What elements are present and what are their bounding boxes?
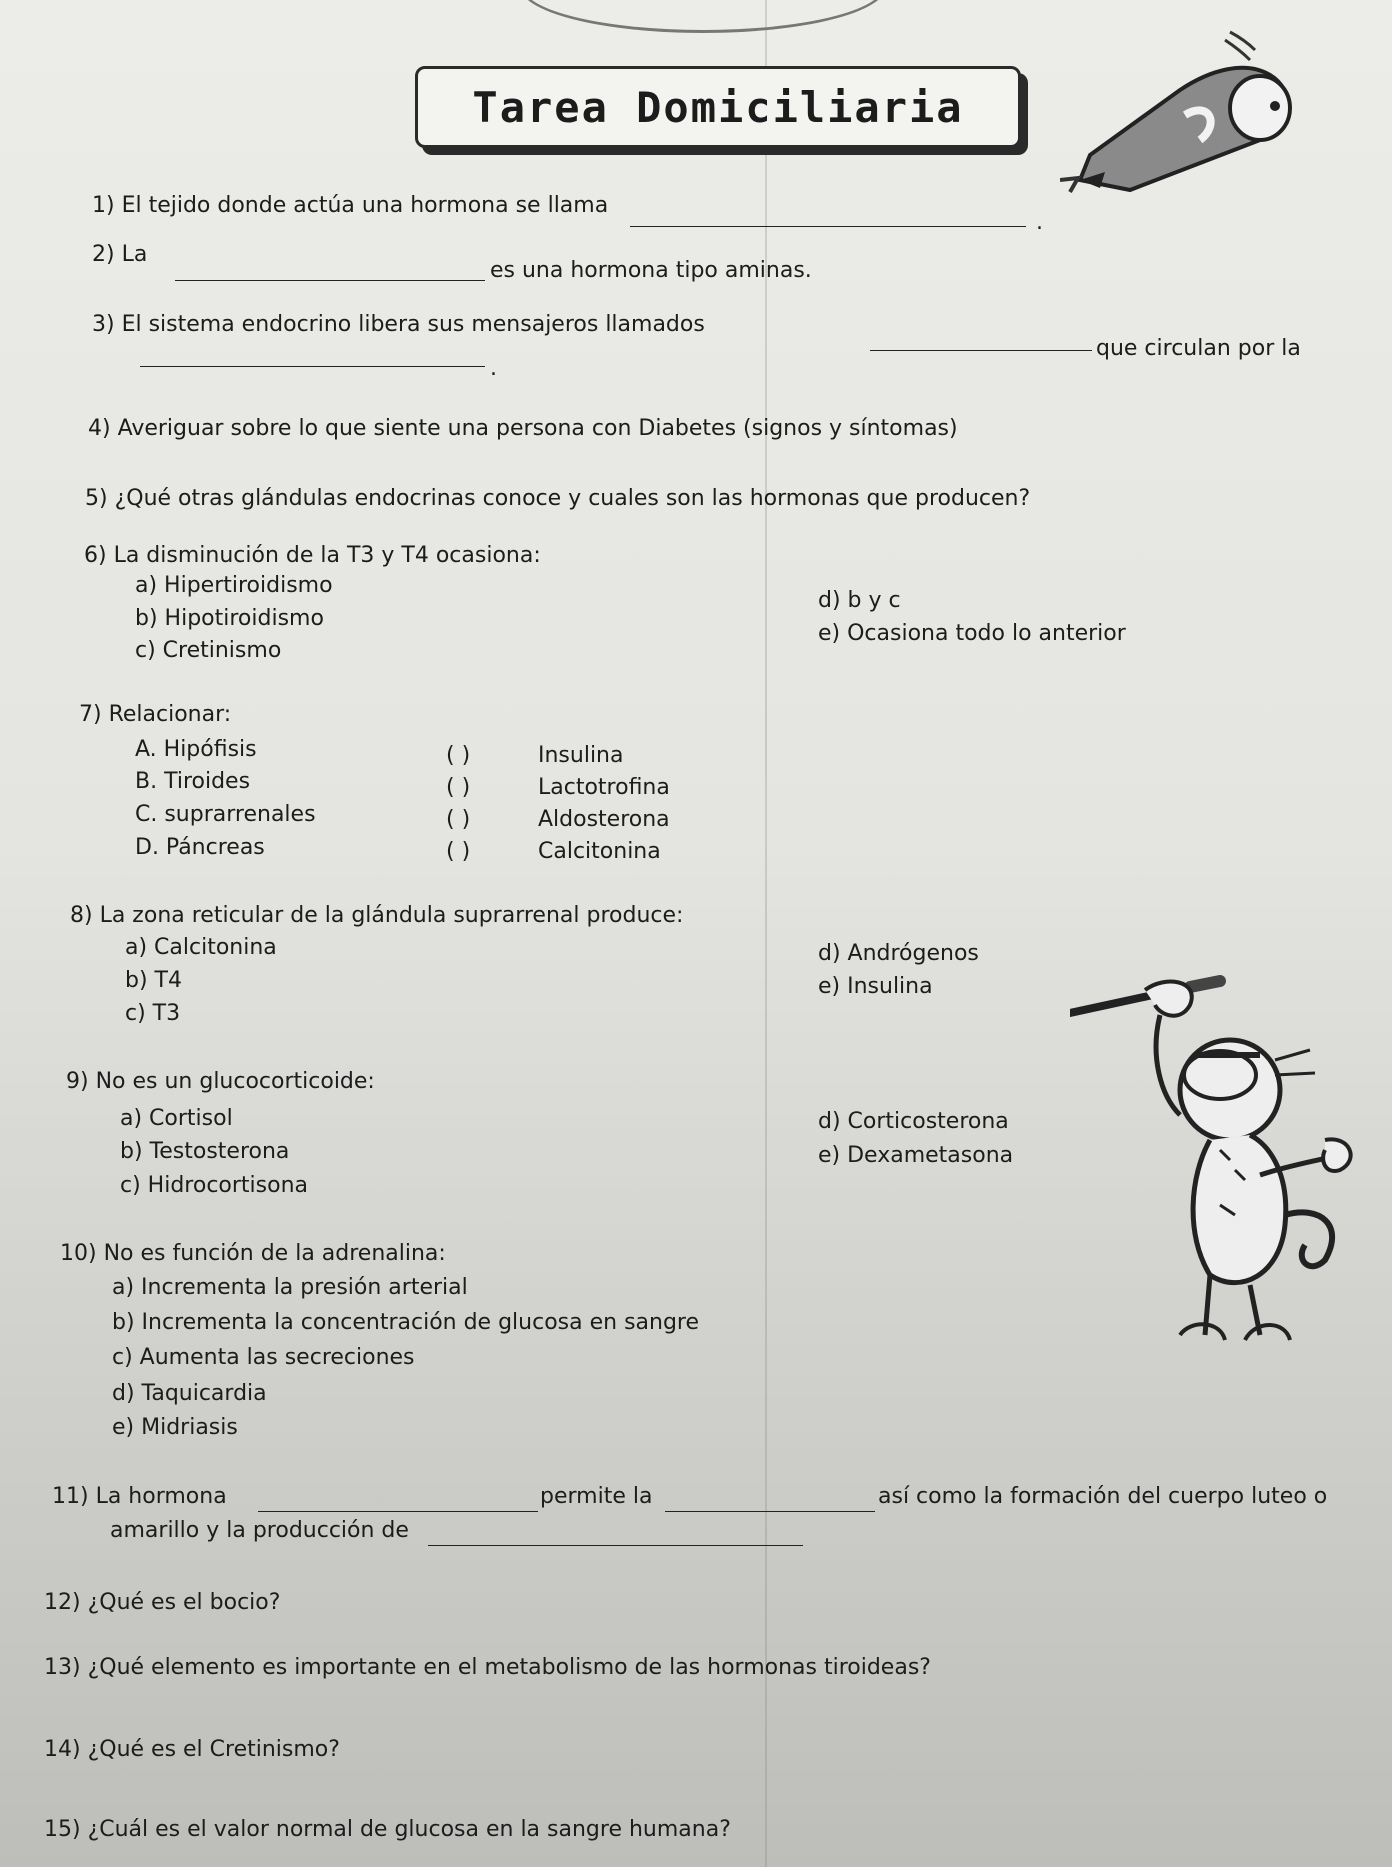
- q10-option-d[interactable]: d) Taquicardia: [112, 1381, 267, 1406]
- question-8: 8) La zona reticular de la glándula suprarrenal produce:: [70, 903, 684, 928]
- q7-paren-2[interactable]: ( ): [446, 775, 471, 800]
- q8-option-d[interactable]: d) Andrógenos: [818, 941, 979, 966]
- q8-option-a[interactable]: a) Calcitonina: [125, 935, 277, 960]
- question-1: 1) El tejido donde actúa una hormona se llama: [92, 193, 609, 218]
- q7-left-a: A. Hipófisis: [135, 737, 257, 762]
- q6-option-a[interactable]: a) Hipertiroidismo: [135, 573, 333, 598]
- question-5: 5) ¿Qué otras glándulas endocrinas conoce y cuales son las hormonas que producen?: [85, 486, 1031, 511]
- page-title: Tarea Domiciliaria: [415, 66, 1021, 148]
- answer-blank-3a[interactable]: [870, 350, 1092, 351]
- q9-option-a[interactable]: a) Cortisol: [120, 1106, 233, 1131]
- q9-option-e[interactable]: e) Dexametasona: [818, 1143, 1014, 1168]
- q8-option-c[interactable]: c) T3: [125, 1001, 181, 1026]
- question-3: 3) El sistema endocrino libera sus mensajeros llamados: [92, 312, 705, 337]
- question-11-part-c: así como la formación del cuerpo luteo o: [878, 1484, 1328, 1509]
- question-6: 6) La disminución de la T3 y T4 ocasiona:: [84, 543, 541, 568]
- q6-option-d[interactable]: d) b y c: [818, 588, 901, 613]
- pencil-illustration: [1060, 30, 1310, 220]
- q7-paren-3[interactable]: ( ): [446, 807, 471, 832]
- question-13: 13) ¿Qué elemento es importante en el metabolismo de las hormonas tiroideas?: [44, 1655, 931, 1680]
- q3-end: .: [490, 356, 497, 381]
- q7-left-c: C. suprarrenales: [135, 802, 316, 827]
- q7-left-d: D. Páncreas: [135, 835, 265, 860]
- question-15: 15) ¿Cuál es el valor normal de glucosa en la sangre humana?: [44, 1817, 731, 1842]
- q10-option-e[interactable]: e) Midriasis: [112, 1415, 238, 1440]
- question-11: 11) La hormona: [52, 1484, 227, 1509]
- q7-right-1: Insulina: [538, 743, 624, 768]
- q7-right-4: Calcitonina: [538, 839, 661, 864]
- question-11-part-b: permite la: [540, 1484, 653, 1509]
- q7-paren-4[interactable]: ( ): [446, 839, 471, 864]
- q7-right-2: Lactotrofina: [538, 775, 670, 800]
- answer-blank-11a[interactable]: [258, 1511, 538, 1512]
- q6-option-e[interactable]: e) Ocasiona todo lo anterior: [818, 621, 1126, 646]
- q1-end: .: [1036, 210, 1043, 235]
- question-2: 2) La: [92, 242, 148, 267]
- q9-option-b[interactable]: b) Testosterona: [120, 1139, 290, 1164]
- question-2-rest: es una hormona tipo aminas.: [490, 258, 812, 283]
- q6-option-b[interactable]: b) Hipotiroidismo: [135, 606, 324, 631]
- q10-option-a[interactable]: a) Incrementa la presión arterial: [112, 1275, 468, 1300]
- answer-blank-11c[interactable]: [428, 1545, 803, 1546]
- q10-option-b[interactable]: b) Incrementa la concentración de glucosa en sangre: [112, 1310, 700, 1335]
- question-7: 7) Relacionar:: [79, 702, 232, 727]
- q9-option-c[interactable]: c) Hidrocortisona: [120, 1173, 308, 1198]
- question-12: 12) ¿Qué es el bocio?: [44, 1590, 281, 1615]
- cat-cartoon-illustration: [1070, 975, 1360, 1375]
- q6-option-c[interactable]: c) Cretinismo: [135, 638, 282, 663]
- question-11-part-d: amarillo y la producción de: [110, 1518, 409, 1543]
- question-3-rest: que circulan por la: [1096, 336, 1301, 361]
- answer-blank-11b[interactable]: [665, 1511, 875, 1512]
- q7-paren-1[interactable]: ( ): [446, 743, 471, 768]
- answer-blank-2[interactable]: [175, 280, 485, 281]
- question-4: 4) Averiguar sobre lo que siente una persona con Diabetes (signos y síntomas): [88, 416, 958, 441]
- answer-blank-3b[interactable]: [140, 366, 485, 367]
- question-9: 9) No es un glucocorticoide:: [66, 1069, 375, 1094]
- answer-blank-1[interactable]: [630, 226, 1026, 227]
- q9-option-d[interactable]: d) Corticosterona: [818, 1109, 1009, 1134]
- q7-right-3: Aldosterona: [538, 807, 670, 832]
- question-10: 10) No es función de la adrenalina:: [60, 1241, 446, 1266]
- q10-option-c[interactable]: c) Aumenta las secreciones: [112, 1345, 415, 1370]
- q8-option-b[interactable]: b) T4: [125, 968, 182, 993]
- question-14: 14) ¿Qué es el Cretinismo?: [44, 1737, 340, 1762]
- q7-left-b: B. Tiroides: [135, 769, 251, 794]
- q8-option-e[interactable]: e) Insulina: [818, 974, 933, 999]
